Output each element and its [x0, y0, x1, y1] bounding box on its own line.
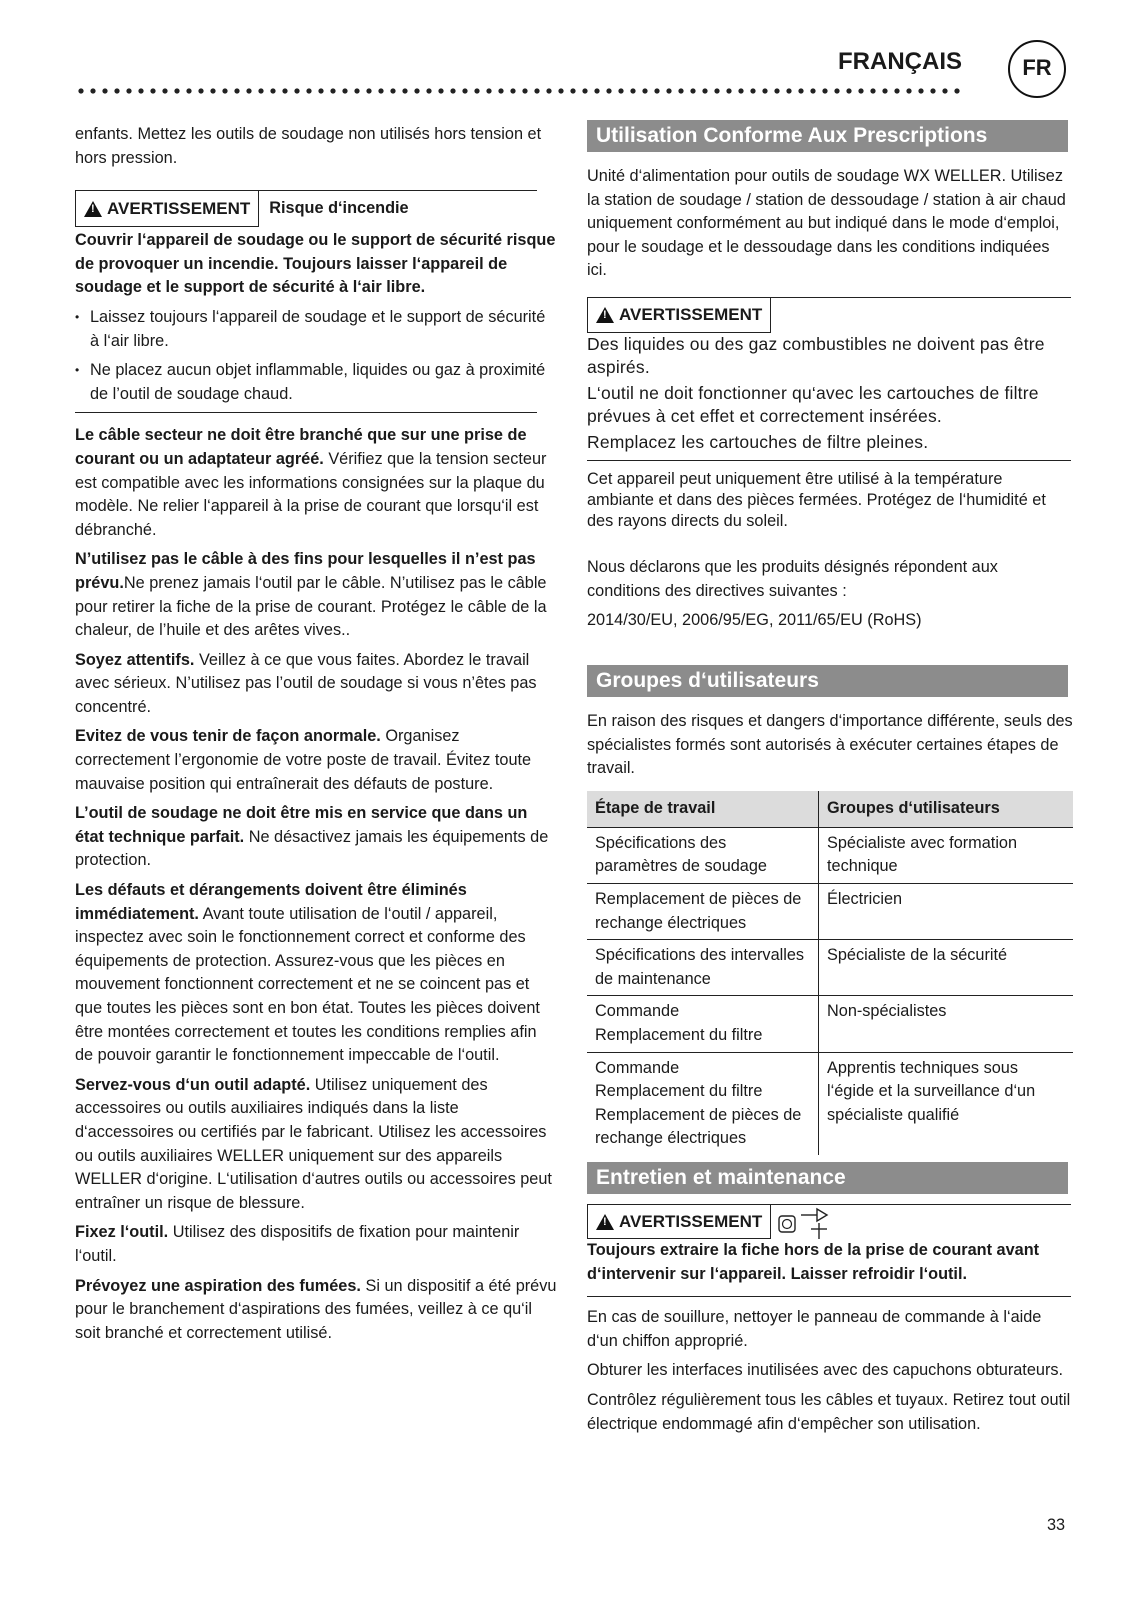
fire-warning-header	[75, 190, 537, 227]
table-cell: Commande Remplacement du filtre Remplacement de pièces de rechange électriques	[587, 1052, 819, 1155]
paragraph-lead: Les défauts et dérangements doivent être éliminés immédiatement.	[75, 881, 467, 923]
paragraph-lead: Fixez l‘outil.	[75, 1223, 169, 1242]
warning-bold-text: Couvrir l‘appareil de soudage ou le support de sécurité risque de provoquer un incendie. Toujours laisser l‘appareil de soudage et le support de sécurité à l‘air libre.	[75, 231, 556, 297]
section-text: En cas de souillure, nettoyer le panneau de commande à l‘aide d‘un chiffon approprié.	[587, 1308, 1042, 1350]
safety-paragraphs	[75, 424, 557, 1345]
warning-line: L‘outil ne doit fonctionner qu‘avec les cartouches de filtre prévues à cet effet et correctement insérées.	[587, 382, 1039, 426]
column-header: Étape de travail	[587, 791, 819, 828]
safety-paragraph	[75, 649, 557, 720]
paragraph-text: Ne désactivez jamais les équipements de protection.	[75, 827, 549, 870]
divider	[587, 1296, 1071, 1297]
paragraph-text: Organisez correctement l’ergonomie de votre poste de travail. Évitez toute mauvaise position qui entraînerait des défauts de posture.	[75, 727, 532, 793]
warning-label	[587, 298, 771, 333]
table-header-row	[587, 791, 1073, 828]
safety-paragraph	[75, 1275, 557, 1346]
paragraph-lead: Prévoyez une aspiration des fumées.	[75, 1276, 361, 1295]
section-text: Unité d‘alimentation pour outils de soudage WX WELLER. Utilisez la station de soudage / station de dessoudage / station à air chaud uniquement conformément au but indiqué dans le mode d‘emploi, pour le soudage et le dessoudage dans les conditions indiquées ici.	[587, 167, 1066, 280]
paragraph-text: Utilisez uniquement des accessoires ou outils auxiliaires indiqués dans la liste d‘accessoires ou certifiés par le fabricant. Utilisez les accessoires ou outils auxiliaires WELLER uniquement sur des appareils WELLER d‘origine. L‘utilisation d‘autres outils ou accessoires peut entraîner un risque de blessure.	[75, 1075, 552, 1212]
table-cell: Remplacement de pièces de rechange électriques	[587, 883, 819, 939]
dotted-divider	[75, 88, 963, 94]
paragraph-lead: Le câble secteur ne doit être branché que sur une prise de courant ou un adaptateur agréé.	[75, 426, 527, 468]
paragraph-text: Veillez à ce que vous faites. Abordez le travail avec sérieux. N’utilisez pas l’outil de soudage si vous n’êtes pas concentré.	[75, 650, 537, 716]
section-intended-use	[587, 165, 1071, 639]
safety-paragraph	[75, 548, 557, 642]
paragraph-lead: N’utilisez pas le câble à des fins pour lesquelles il n’est pas prévu.	[75, 550, 536, 592]
table-row	[587, 883, 1073, 939]
paragraph-lead: Evitez de vous tenir de façon anormale.	[75, 727, 381, 746]
language-code-badge: FR	[1008, 40, 1066, 98]
table-cell: Commande Remplacement du filtre	[587, 996, 819, 1052]
section-text: Contrôlez régulièrement tous les câbles et tuyaux. Retirez tout outil électrique endommagé afin d‘empêcher son utilisation.	[587, 1390, 1071, 1433]
safety-paragraph	[75, 424, 557, 542]
user-groups-table	[587, 791, 1073, 1155]
section-text: En raison des risques et dangers d‘importance différente, seuls des spécialistes formés sont autorisés à exécuter certaines étapes de travail.	[587, 712, 1073, 778]
table-cell: Apprentis techniques sous l‘égide et la surveillance d‘un spécialiste qualifié	[819, 1052, 1074, 1155]
intro-text: enfants. Mettez les outils de soudage non utilisés hors tension et hors pression.	[75, 125, 542, 167]
section-text: Nous déclarons que les produits désignés répondent aux conditions des directives suivantes :	[587, 557, 998, 600]
warning-triangle-icon	[596, 307, 614, 323]
paragraph-lead: Soyez attentifs.	[75, 650, 195, 669]
language-label: FRANÇAIS	[838, 48, 962, 75]
bullet-item: • Ne placez aucun objet inflammable, liquides ou gaz à proximité de l’outil de soudage chaud.	[75, 359, 557, 406]
paragraph-text: Ne prenez jamais l‘outil par le câble. N’utilisez pas le câble pour retirer la fiche de la prise de courant. Protégez le câble de la chaleur, de l’huile et des arêtes vives..	[75, 573, 547, 640]
table-row	[587, 996, 1073, 1052]
section-heading: Utilisation Conforme Aux Prescriptions	[587, 120, 1068, 152]
safety-paragraph	[75, 879, 557, 1068]
warning-lines	[587, 333, 1071, 454]
warning-label	[75, 191, 259, 227]
paragraph-text: Vérifiez que la tension secteur est compatible avec les informations consignées sur la plaque du modèle. Ne relier l‘appareil à la prise de courant que lorsqu‘il est débranché.	[75, 449, 547, 539]
table-cell: Électricien	[819, 883, 1074, 939]
section-text: Cet appareil peut uniquement être utilisé à la température ambiante et dans des pièces fermées. Protégez de l‘humidité et des rayons directs du soleil.	[587, 469, 1046, 530]
safety-paragraph	[75, 1221, 557, 1268]
safety-paragraph	[75, 725, 557, 796]
page-number: 33	[1047, 1516, 1066, 1534]
table-row	[587, 940, 1073, 996]
warning-line: Des liquides ou des gaz combustibles ne doivent pas être aspirés.	[587, 333, 1045, 377]
warning-triangle-icon	[596, 1214, 614, 1230]
warning-header	[587, 1204, 1071, 1239]
warning-label-text: AVERTISSEMENT	[619, 1211, 763, 1231]
column-header: Groupes d‘utilisateurs	[819, 791, 1074, 828]
paragraph-lead: Servez-vous d‘un outil adapté.	[75, 1075, 311, 1094]
left-column	[75, 123, 557, 1351]
table-cell: Spécifications des paramètres de soudage	[587, 827, 819, 883]
paragraph-lead: L’outil de soudage ne doit être mis en service que dans un état technique parfait.	[75, 804, 528, 846]
directives-text: 2014/30/EU, 2006/95/EG, 2011/65/EU (RoHS)	[587, 611, 922, 630]
section-maintenance	[587, 1204, 1071, 1442]
warning-line: Remplacez les cartouches de filtre pleines.	[587, 431, 929, 452]
table-cell: Non-spécialistes	[819, 996, 1074, 1052]
section-text: Obturer les interfaces inutilisées avec des capuchons obturateurs.	[587, 1361, 1064, 1380]
warning-triangle-icon	[84, 201, 102, 217]
warning-header	[587, 297, 1071, 333]
warning-label-text: AVERTISSEMENT	[107, 198, 251, 218]
table-row	[587, 827, 1073, 883]
warning-label-text: AVERTISSEMENT	[619, 305, 763, 325]
safety-paragraph	[75, 1074, 557, 1216]
table-cell: Spécialiste avec formation technique	[819, 827, 1074, 883]
section-heading: Entretien et maintenance	[587, 1162, 1068, 1194]
paragraph-text: Avant toute utilisation de l‘outil / appareil, inspectez avec soin le fonctionnement correct et conforme des équipements de protection. Assurez-vous que les pièces en mouvement fonctionnent correctement et ne se coincent pas et que toutes les pièces sont en bon état. Toutes les pièces doivent être montées correctement et toutes les conditions remplies afin de pouvoir garantir le fonctionnement impeccable de l‘outil.	[75, 904, 540, 1065]
divider	[587, 460, 1071, 461]
safety-paragraph	[75, 802, 557, 873]
warning-bullets	[75, 306, 557, 406]
table-cell: Spécialiste de la sécurité	[819, 940, 1074, 996]
section-user-groups	[587, 710, 1073, 1155]
unplug-icon	[771, 1205, 841, 1239]
paragraph-text: Utilisez des dispositifs de fixation pour maintenir l‘outil.	[75, 1223, 520, 1265]
paragraph-text: Si un dispositif a été prévu pour le branchement d‘aspirations des fumées, veillez à ce qu‘il soit branché et correctement utilisé.	[75, 1276, 557, 1342]
bullet-item: • Laissez toujours l‘appareil de soudage et le support de sécurité à l‘air libre.	[75, 306, 557, 353]
warning-title: Risque d‘incendie	[269, 199, 409, 218]
table-cell: Spécifications des intervalles de maintenance	[587, 940, 819, 996]
table-row	[587, 1052, 1073, 1155]
warning-label	[587, 1205, 771, 1239]
divider	[75, 412, 537, 413]
warning-bold-text: Toujours extraire la fiche hors de la prise de courant avant d‘intervenir sur l‘appareil. Laisser refroidir l‘outil.	[587, 1241, 1040, 1283]
section-heading: Groupes d‘utilisateurs	[587, 665, 1068, 697]
